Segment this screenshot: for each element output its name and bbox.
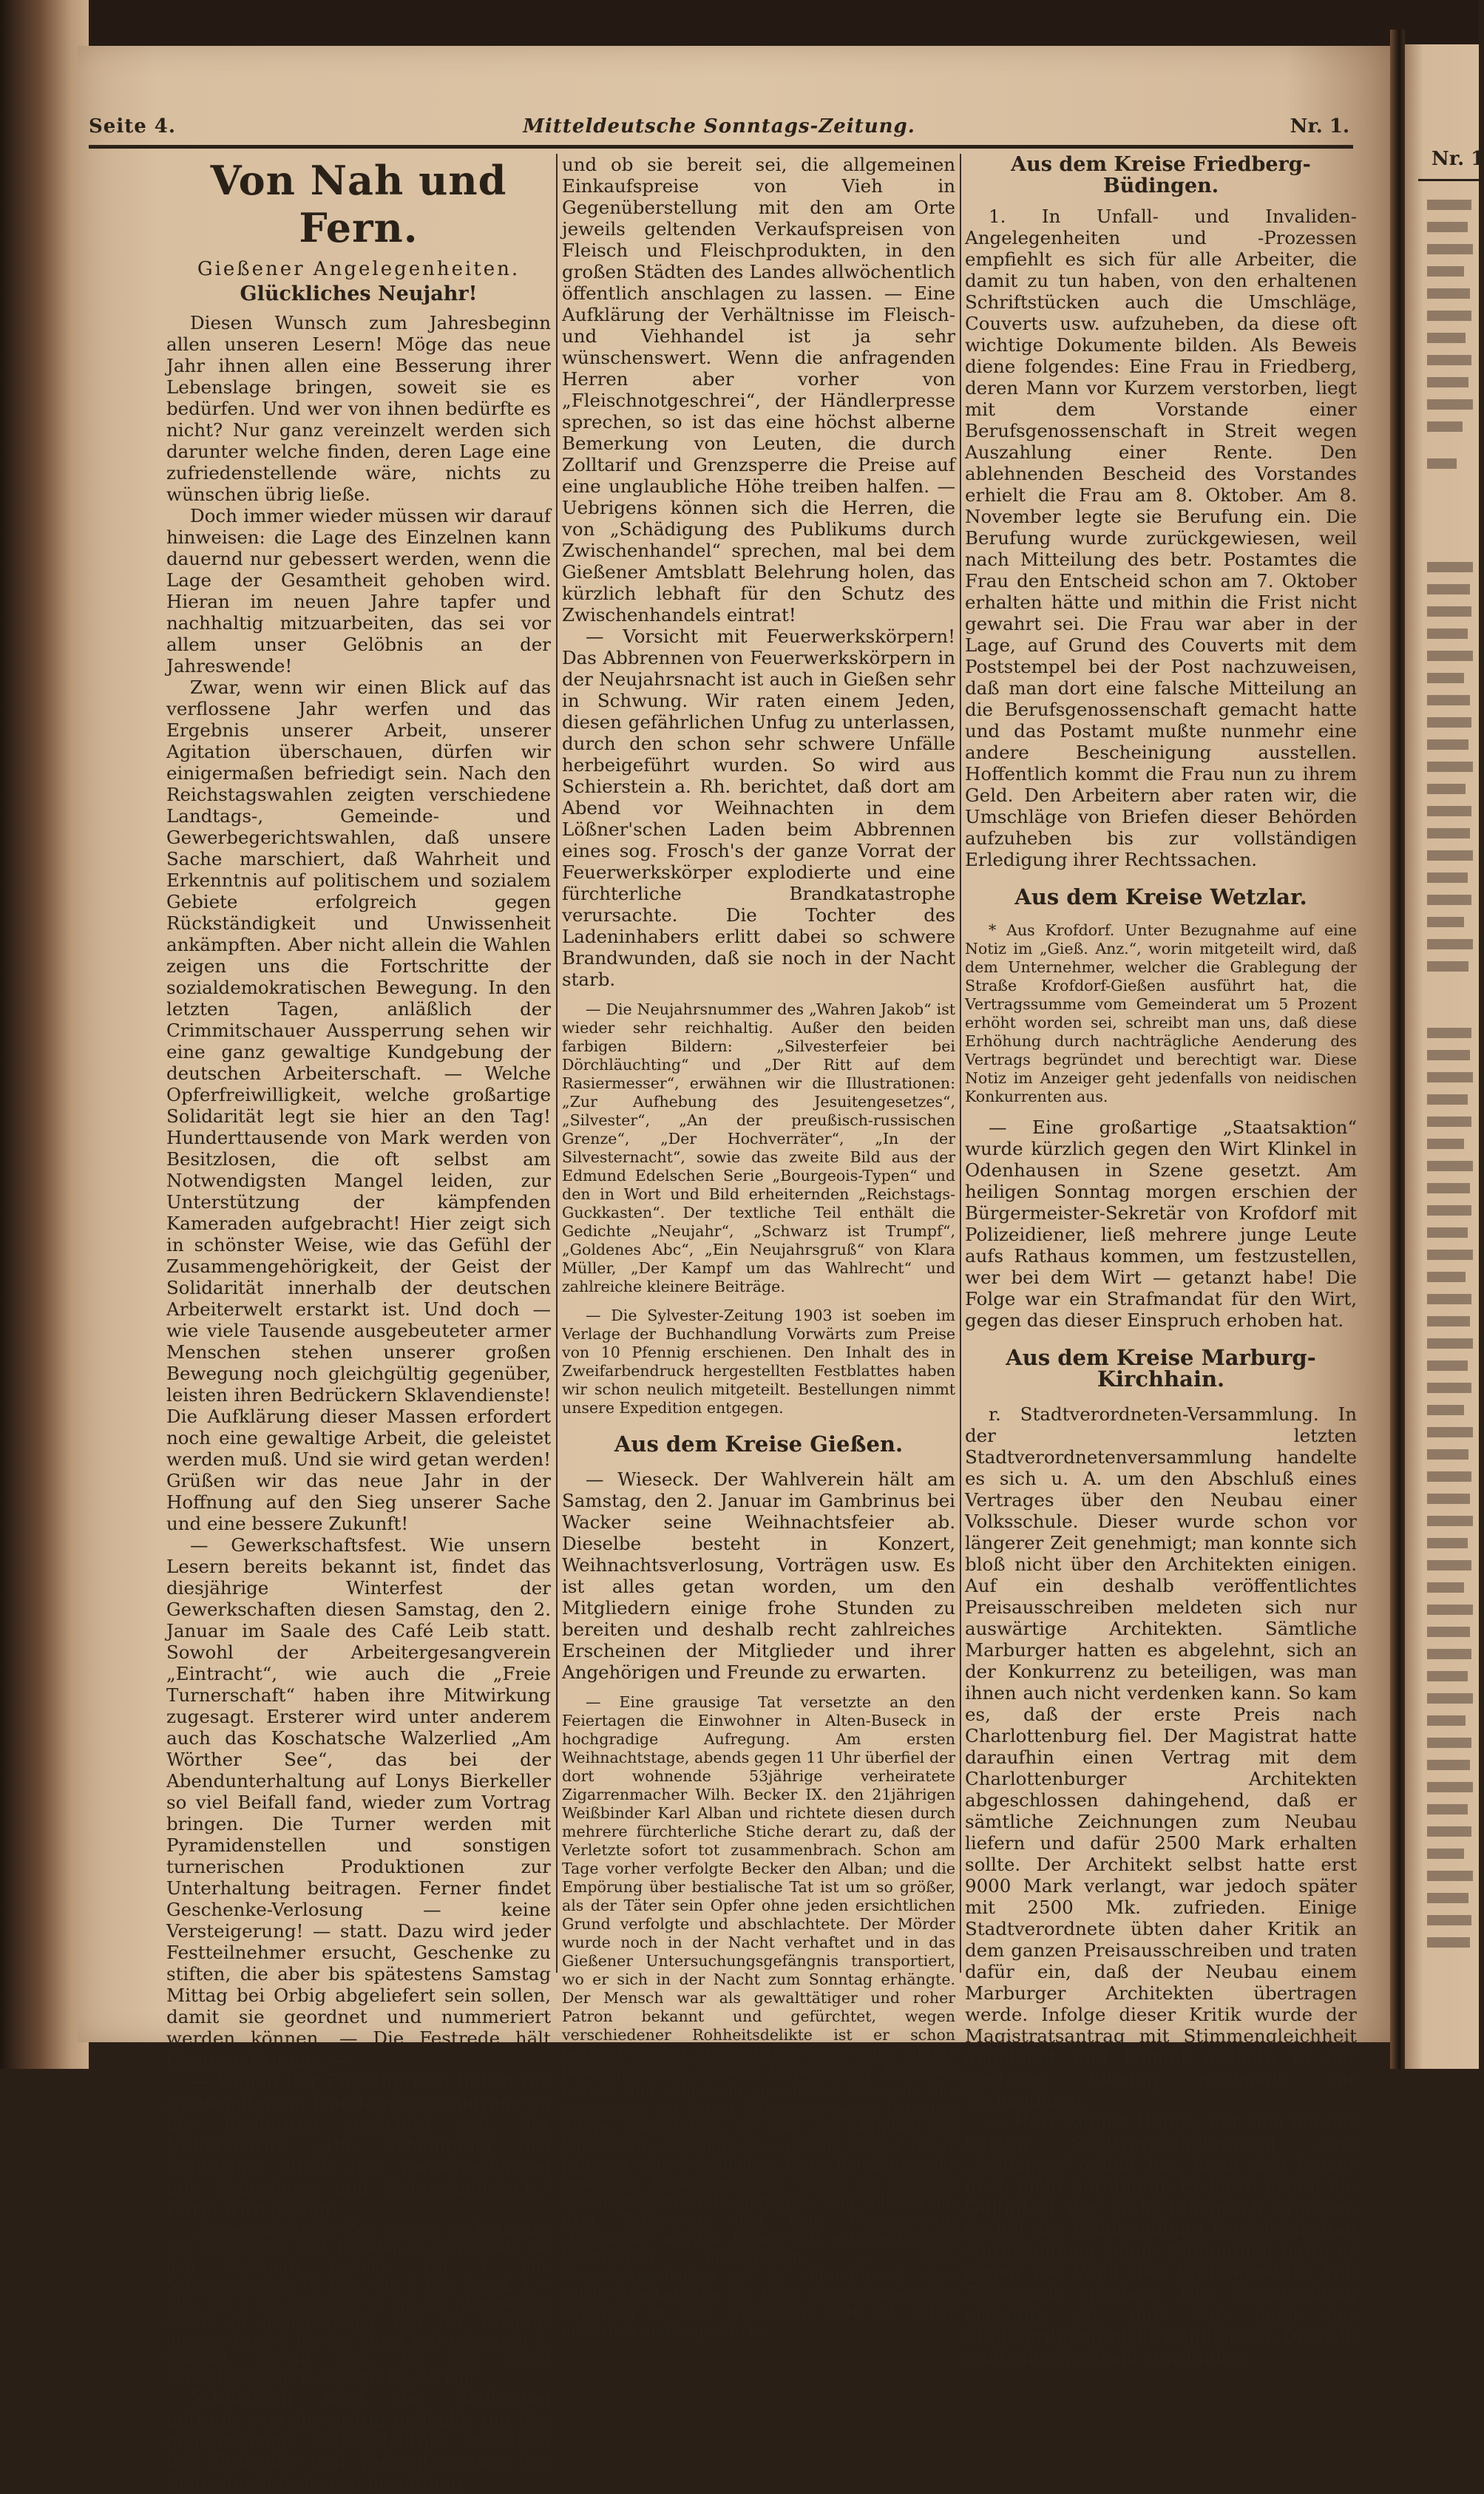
adjacent-text-line [1427, 828, 1470, 838]
adjacent-text-line [1427, 1738, 1471, 1748]
adjacent-page-rule [1418, 179, 1479, 181]
adjacent-text-line [1427, 584, 1470, 594]
spacer [562, 1296, 955, 1307]
article-quote: „Zu gegenwärtiger Zeit werden nach Angabe von Gastwirten und Privaten in Darmstadt bei den Metzgern bezahlt: Für 1 Pfd. Schweinefleisch 76 Pfg., für 1 Pfd. Speck 1.— Mk., für 1 Pfd. Schmalz 70 Pfg. Im Allgemeinen erhält zu gegenwärtiger Zeit der Landwirt unseres Landes für das Pfund Lebendgewicht 1. Qualität 38—40 Pfg., für das Pfund Schlachtgewicht 1. Qualität 45—50 Pfg.“ [166, 2220, 551, 2386]
adjacent-text-line [1427, 1094, 1468, 1105]
adjacent-text-line [1427, 1494, 1470, 1504]
article-paragraph: — Wegen der Fleischpreise haben die Antisemiten im Landtage eine Anfrage an die Regierung gerichtet mit der Ueberschrift: „Die Schädigung des Publikums durch den Zwischenhandel mit Schweinen und Schweinefleisch.“ Darin wird gesagt: [166, 2070, 551, 2220]
section-heading: Aus dem Kreise Gießen. [614, 1431, 904, 1457]
article-paragraph: 1. In Unfall- und Invaliden-Angelegenheiten und -Prozessen empfiehlt es sich für alle Arbeiter, die damit zu tun haben, von den erhaltenen Schriftstücken auch die Umschläge, Couverts usw. aufzuheben, da diese oft wichtige Dokumente bilden. Als Beweis diene folgendes: Eine Frau in Friedberg, deren Mann vor Kurzem verstorben, liegt mit dem Vorstande einer Berufsgenossenschaft in Streit wegen Auszahlung einer Rente. Den ablehnenden Bescheid des Vorstandes erhielt die Frau am 8. Oktober. Am 8. November legte sie Berufung ein. Die Berufung wurde zurückgewiesen, weil nach Mitteilung des betr. Postamtes die Frau den Entscheid schon am 7. Oktober erhalten hätte und mithin die Frist nicht gewahrt sei. Die Frau war aber in der Lage, auf Grund des Couverts mit dem Poststempel bei der Post nachzuweisen, daß man dort eine falsche Mitteilung an die Berufsgenossenschaft gemacht hatte und das Postamt mußte nunmehr eine andere Bescheinigung ausstellen. Hoffentlich kommt die Frau nun zu ihrem Geld. Den Arbeitern aber raten wir, die Umschläge von Briefen dieser Behörden aufzuheben bis zur vollständigen Erledigung ihrer Rechtssachen. [965, 206, 1357, 870]
section-subtitle: Gießener Angelegenheiten. [197, 258, 521, 280]
article-paragraph: * Aus Krofdorf. Unter Bezugnahme auf eine Notiz im „Gieß. Anz.“, worin mitgeteilt wird, daß dem Unternehmer, welcher die Grablegung der Straße Krofdorf-Gießen ausführt hat, die Vertragssumme vom Gemeinderat um 5 Prozent erhöht worden sei, schreibt man uns, daß diese Erhöhung durch nachträgliche Aenderung des Vertrags begründet und berechtigt war. Diese Notiz im Anzeiger geht jedenfalls von neidischen Konkurrenten aus. [965, 921, 1357, 1105]
issue-number: Nr. 1. [1290, 115, 1349, 138]
section-heading: Aus dem Kreise Friedberg-Büdingen. [1011, 153, 1311, 197]
article-paragraph: — Gewerkschaftsfest. Wie unsern Lesern bereits bekannt ist, findet das diesjährige Winterfest der Gewerkschaften diesen Samstag, den 2. Januar im Saale des Café Leib statt. Sowohl der Arbeitergesangverein „Eintracht“, wie auch die „Freie Turnerschaft“ haben ihre Mitwirkung zugesagt. Ersterer wird unter anderem auch das Koschatsche Walzerlied „Am Wörther See“, das bei der Abendunterhaltung auf Lonys Bierkeller so viel Beifall fand, wieder zum Vortrag bringen. Die Turner werden mit Pyramidenstellen und sonstigen turnerischen Produktionen zur Unterhaltung beitragen. Ferner findet Geschenke-Verlosung — keine Versteigerung! — statt. Dazu wird jeder Festteilnehmer ersucht, Geschenke zu stiften, die aber bis spätestens Samstag Mittag bei Orbig abgeliefert sein sollen, damit sie geordnet und nummeriert werden können. — Die Festrede hält Genosse Krumm. — [166, 1534, 551, 2070]
adjacent-text-line [1427, 673, 1464, 683]
adjacent-text-line [1427, 1871, 1473, 1881]
adjacent-text-line [1427, 333, 1466, 343]
article-paragraph: — Eine grausige Tat versetzte an den Feiertagen die Einwohner in Alten-Buseck in hochgradige Aufregung. Am ersten Weihnachtstage, abends gegen 11 Uhr überfiel der dort wohnende 53jährige verheiratete Zigarrenmacher Wilh. Becker IX. den 21jährigen Weißbinder Karl Alban und richtete diesen durch mehrere fürchterliche Stiche derart zu, daß der Verletzte sofort tot zusammenbrach. Schon am Tage vorher verfolgte Becker den Alban; und die Empörung über bestialische Tat ist um so größer, als der Täter sein Opfer ohne jeden ersichtlichen Grund verfolgte und abschlachtete. Der Mörder wurde noch in der Nacht verhaftet und in das Gießener Untersuchungsgefängnis transportiert, wo er sich in der Nacht zum Sonntag erhängte. Der Mensch war als gewalttätiger und roher Patron bekannt und gefürchtet, wegen verschiedener Rohheitsdelikte ist er schon bestraft worden, einmal hat er sogar seine Mutter lebensgefährlich verletzt. Dagegen war Alban ein braver und allgemein geachteter Mensch, der zusammen mit seiner Schwester seine betagten Eltern unterstützte. Er war als Mitglied des Volksvereins Parteigenosse und als solcher tat er jederzeit seine Schuldigkeit. Unter Beteiligung der gesamten Einwohnerschaft wurde er Sonntag Nachmittag zu Grabe getragen; vom Volksverein, dem Turnverein und dem Gesangverein „Germania“ wurden Kränze mit entsprechenden Widmungen niedergelegt. — Seit Menschengedenken ist in Alten-Buseck eine solche abscheuliche Tat nicht vorgekommen; die Erregung in dem friedlichen Orte ist daher erklärlich und begreiflich. [562, 1693, 955, 2339]
adjacent-text-line [1427, 399, 1473, 410]
adjacent-text-line [1427, 1072, 1473, 1082]
article-paragraph: — Die Sylvester-Zeitung 1903 ist soeben im Verlage der Buchhandlung Vorwärts zum Preise von 10 Pfennig erschienen. Den Inhalt des in Zweifarbendruck hergestellten Festblattes haben wir schon neulich mitgeteilt. Bestellungen nimmt unsere Expedition entgegen. [562, 1307, 955, 1417]
adjacent-page-header: Nr. 1 [1432, 148, 1484, 170]
adjacent-text-line [1427, 1139, 1464, 1149]
adjacent-text-line [1427, 244, 1473, 254]
adjacent-text-line [1427, 1605, 1473, 1615]
adjacent-text-line [1427, 266, 1464, 277]
adjacent-text-line [1427, 1715, 1466, 1726]
adjacent-text-line [1427, 628, 1468, 639]
adjacent-text-line [1427, 562, 1473, 572]
spacer [562, 990, 955, 1000]
article-paragraph: r. Stadtverordneten-Versammlung. In der letzten Stadtverordnetenversammlung handelte es sich u. A. um den Abschluß eines Vertrages über den Neubau einer Volksschule. Dieser wurde schon vor längerer Zeit genehmigt; man konnte sich bloß nicht über den Architekten einigen. Auf ein deshalb veröffentlichtes Preisausschreiben meldeten sich nur auswärtige Architekten. Sämtliche Marburger hatten es abgelehnt, sich an der Konkurrenz zu beteiligen, was man ihnen auch nicht verdenken kann. So kam es, daß der erste Preis nach Charlottenburg fiel. Der Magistrat hatte daraufhin einen Vertrag mit dem Charlottenburger Architekten abgeschlossen dahingehend, daß er sämtliche Zeichnungen zum Neubau liefern und dafür 2500 Mark erhalten sollte. Der Architekt selbst hatte erst 9000 Mark verlangt, war jedoch später mit 2500 Mk. zufrieden. Einige Stadtverordnete übten daher Kritik an dem ganzen Preisausschreiben und traten dafür ein, daß der Neubau einem Marburger Architekten übertragen werde. Infolge dieser Kritik wurde der Magistratsantrag mit Stimmengleichheit abgelehnt und kommt deshalb in der nächsten Sitzung nochmals zur Verhandlung. [965, 1403, 1357, 2111]
adjacent-text-line [1427, 1471, 1471, 1482]
article-paragraph: — Herr August Heppe, der sich bei der letzten Stadtverordnetenwahl eine „Schlappe“ geholt hat, kann sich immer noch nicht beruhigen. Er hatte gegen die Gültigkeit der Wahl Einspruch erhoben, da bei der Wahlhandlung Unrichtigkeiten vorgekommen seien. Namentlich hatte er gegen die Wahl des Kreissekretärs Voß Einspruch erhoben. Die Versammlung erkannte an, daß Voß nach der Städteordnung nicht wählbar sei. Deshalb muß eine Neuwahl stattfinden. [965, 2111, 1357, 2368]
article-paragraph: Doch immer wieder müssen wir darauf hinweisen: die Lage des Einzelnen kann dauernd nur gebessert werden, wenn die Lage der Gesamtheit gehoben wird. Hieran im neuen Jahre tapfer und nachhaltig mitzuarbeiten, das sei vor allem unser Gelöbnis an der Jahreswende! [166, 505, 551, 677]
section-masthead: Von Nah und Fern. [210, 157, 507, 251]
adjacent-text-line [1427, 355, 1471, 365]
adjacent-text-line [1427, 1116, 1471, 1127]
adjacent-text-line [1427, 458, 1457, 469]
adjacent-text-line [1427, 1205, 1471, 1216]
column-rule [556, 154, 558, 1973]
adjacent-text-line [1427, 1893, 1468, 1903]
article-paragraph: — Wieseck. Der Wahlverein hält am Samstag, den 2. Januar im Gambrinus bei Wacker seine Weihnachtsfeier ab. Dieselbe besteht in Konzert, Weihnachtsverlosung, Vorträgen usw. Es ist alles getan worden, um den Mitgliedern einige frohe Stunden zu bereiten und deshalb recht zahlreiches Erscheinen der Mitglieder und ihrer Angehörigen und Freunde zu erwarten. [562, 1468, 955, 1683]
adjacent-text-line [1427, 1161, 1473, 1171]
article-paragraph: — Die Neujahrsnummer des „Wahren Jakob“ ist wieder sehr reichhaltig. Außer den beiden farbigen Bildern: „Silvesterfeier bei Dörchläuchting“ und „Der Ritt auf dem Rasiermesser“, erwähnen wir die Illustrationen: „Zur Aufhebung des Jesuitengesetzes“, „Silvester“, „An der preußisch-russischen Grenze“, „Der Hochverräter“, „In der Silvesternacht“, sowie das zweite Bild aus der Edmund Edelschen Serie „Bourgeois-Typen“ und den in Wort und Bild erheiternden „Reichstags-Guckkasten“. Der textliche Teil enthält die Gedichte „Neujahr“, „Schwarz ist Trumpf“, „Goldenes Abc“, „Ein Neujahrsgruß“ von Klara Müller, „Der Kampf um das Wahlrecht“ und zahlreiche kleinere Beiträge. [562, 1000, 955, 1295]
section-heading: Aus dem Kreise Marburg-Kirchhain. [1006, 1345, 1316, 1392]
adjacent-text-line [1427, 806, 1471, 816]
adjacent-text-line [1427, 1449, 1468, 1460]
article-paragraph: Diesen Wunsch zum Jahresbeginn allen unseren Lesern! Möge das neue Jahr ihnen allen eine Besserung ihrer Lebenslage bringen, soweit sie es bedürfen. Und wer von ihnen bedürfte es nicht? Nur ganz vereinzelt werden sich darunter welche finden, deren Lage eine zufriedenstellende wäre, nichts zu wünschen übrig ließe. [166, 312, 551, 505]
article-heading: Glückliches Neujahr! [240, 282, 478, 305]
book-gutter [1390, 30, 1405, 2069]
column-1 [166, 154, 551, 2494]
spacer [562, 1683, 955, 1693]
adjacent-text-line [1427, 1671, 1468, 1681]
book-edge-left [0, 0, 89, 2069]
adjacent-text-line [1427, 695, 1470, 705]
adjacent-text-line [1427, 606, 1471, 617]
adjacent-text-line [1427, 1849, 1464, 1859]
adjacent-text-line [1427, 288, 1470, 299]
adjacent-text-line [1427, 872, 1468, 883]
adjacent-text-line [1427, 1427, 1473, 1437]
adjacent-text-line [1427, 1250, 1473, 1260]
adjacent-text-line [1427, 1538, 1468, 1548]
adjacent-text-line [1427, 1405, 1464, 1415]
adjacent-text-line [1427, 961, 1468, 972]
adjacent-text-line [1427, 1782, 1473, 1792]
column-3 [965, 153, 1357, 2368]
article-paragraph: — Vorsicht mit Feuerwerkskörpern! Das Abbrennen von Feuerwerkskörpern in der Neujahrsnacht ist auch in Gießen sehr in Schwung. Wir raten einem Jeden, diesen gefährlichen Unfug zu unterlassen, durch den schon sehr schwere Unfälle herbeigeführt wurden. So wird aus Schierstein a. Rh. berichtet, daß dort am Abend vor Weihnachten in dem Lößner'schen Laden beim Abbrennen eines sog. Frosch's der ganze Vorrat der Feuerwerkskörper explodierte und eine fürchterliche Brandkatastrophe verursachte. Die Tochter des Ladeninhabers erlitt dabei so schwere Brandwunden, daß sie noch in der Nacht starb. [562, 626, 955, 990]
adjacent-text-line [1427, 895, 1471, 905]
adjacent-text-line [1427, 917, 1464, 927]
adjacent-text-line [1427, 850, 1473, 861]
adjacent-text-line [1427, 1360, 1468, 1371]
adjacent-page [1405, 44, 1484, 2069]
adjacent-text-line [1427, 1338, 1473, 1349]
adjacent-text-line [1427, 1915, 1471, 1925]
adjacent-text-line [1427, 311, 1471, 321]
adjacent-text-line [1427, 421, 1463, 432]
header-rule [89, 145, 1353, 149]
page-number: Seite 4. [89, 115, 176, 138]
adjacent-text-line [1427, 1582, 1464, 1593]
adjacent-text-line [1427, 1649, 1471, 1659]
adjacent-text-line [1427, 1316, 1470, 1326]
adjacent-text-line [1427, 1826, 1471, 1837]
article-paragraph: Zwar, wenn wir einen Blick auf das verflossene Jahr werfen und das Ergebnis unserer Arbeit, unserer Agitation überschauen, dürfen wir einigermaßen befriedigt sein. Nach den Reichstagswahlen zeigten verschiedene Landtags-, Gemeinde- und Gewerbegerichtswahlen, daß unsere Sache marschiert, daß Wahrheit und Erkenntnis auf politischem und sozialem Gebiete erfolgreich gegen Rückständigkeit und Unwissenheit ankämpften. Aber nicht allein die Wahlen zeigen uns die Fortschritte der sozialdemokratischen Bewegung. In den letzten Tagen, anläßlich der Crimmitschauer Aussperrung sehen wir eine ganz gewaltige Kundgebung der deutschen Arbeiterschaft. — Welche Opferfreiwilligkeit, welche großartige Solidarität legt sie hier an den Tag! Hunderttausende von Mark werden von Besitzlosen, die oft selbst am Notwendigsten Mangel leiden, zur Unterstützung der kämpfenden Kameraden aufgebracht! Hier zeigt sich in schönster Weise, wie das Gefühl der Zusammengehörigkeit, der Geist der Solidarität innerhalb der deutschen Arbeiterwelt erstarkt ist. Und doch — wie viele Tausende ausgebeuteter armer Menschen stehen unserer großen Bewegung noch gleichgültig gegenüber, leisten ihren Bedrückern Sklavendienste! Die Aufklärung dieser Massen erfordert noch eine gewaltige Arbeit, die geleistet werden muß. Und sie wird getan werden! Grüßen wir das neue Jahr in der Hoffnung auf den Sieg unserer Sache und eine bessere Zukunft! [166, 677, 551, 1534]
adjacent-text-line [1427, 717, 1471, 728]
adjacent-text-line [1427, 1183, 1470, 1193]
article-paragraph: Schließlich wird die Regierung gefragt, was sie zu tun gedenkt, um das gegenwärtige Mißverhältnis zwischen den Einkaufs- und Verkaufspreisen des Schweinefleisches zu beseitigen [166, 2387, 551, 2494]
adjacent-text-line [1427, 1760, 1470, 1770]
adjacent-text-line [1427, 1804, 1468, 1814]
adjacent-text-line [1427, 1560, 1471, 1570]
adjacent-text-line [1427, 1294, 1471, 1304]
adjacent-text-line [1427, 784, 1466, 794]
adjacent-text-line [1427, 1693, 1473, 1704]
adjacent-text-line [1427, 651, 1473, 661]
section-heading: Aus dem Kreise Wetzlar. [1014, 884, 1307, 909]
adjacent-text-line [1427, 1050, 1470, 1060]
spacer [965, 1106, 1357, 1116]
adjacent-text-line [1427, 377, 1468, 387]
column-rule [960, 154, 961, 1973]
adjacent-text-line [1427, 762, 1473, 772]
book-binding-top [0, 0, 1479, 52]
adjacent-text-line [1427, 222, 1468, 232]
adjacent-text-line [1427, 1516, 1473, 1526]
adjacent-text-line [1427, 1227, 1468, 1238]
article-paragraph: und ob sie bereit sei, die allgemeinen Einkaufspreise von Vieh in Gegenüberstellung mit den am Orte jeweils geltenden Verkaufspreisen von Fleisch und Fleischprodukten, in den großen Städten des Landes allwöchentlich öffentlich anschlagen zu lassen. — Eine Aufklärung der Verhältnisse im Fleisch- und Viehhandel ist ja sehr wünschenswert. Wenn die anfragenden Herren aber vorher von „Fleischnotgeschrei“, der Händlerpresse sprechen, so ist das eine höchst alberne Bemerkung von Leuten, die durch Zolltarif und Grenzsperre die Preise auf eine unglaubliche Höhe treiben halfen. — Uebrigens können sich die Herren, die von „Schädigung des Publikums durch Zwischenhandel“ sprechen, mal bei dem Gießener Amtsblatt Belehrung holen, das kürzlich lebhaft für den Schutz des Zwischenhandels eintrat! [562, 154, 955, 626]
article-paragraph: — Eine großartige „Staatsaktion“ wurde kürzlich gegen den Wirt Klinkel in Odenhausen in Szene gesetzt. Am heiligen Sonntag morgen erschien der Bürgermeister-Sekretär von Krofdorf mit Polizeidiener, ließ mehrere junge Leute aufs Rathaus kommen, um festzustellen, wer bei dem Wirt — getanzt habe! Die Folge war ein Strafmandat für den Wirt, gegen das dieser Einspruch erhoben hat. [965, 1116, 1357, 1331]
newspaper-title: Mitteldeutsche Sonntags-Zeitung. [523, 115, 915, 138]
adjacent-text-line [1427, 1272, 1466, 1282]
adjacent-text-line [1427, 1627, 1470, 1637]
adjacent-text-line [1427, 1028, 1471, 1038]
adjacent-text-line [1427, 739, 1468, 750]
adjacent-text-line [1427, 200, 1471, 210]
page-header [89, 111, 1349, 143]
column-2 [562, 154, 955, 2339]
adjacent-text-line [1427, 1383, 1471, 1393]
adjacent-text-line [1427, 1937, 1470, 1948]
adjacent-text-line [1427, 939, 1473, 949]
